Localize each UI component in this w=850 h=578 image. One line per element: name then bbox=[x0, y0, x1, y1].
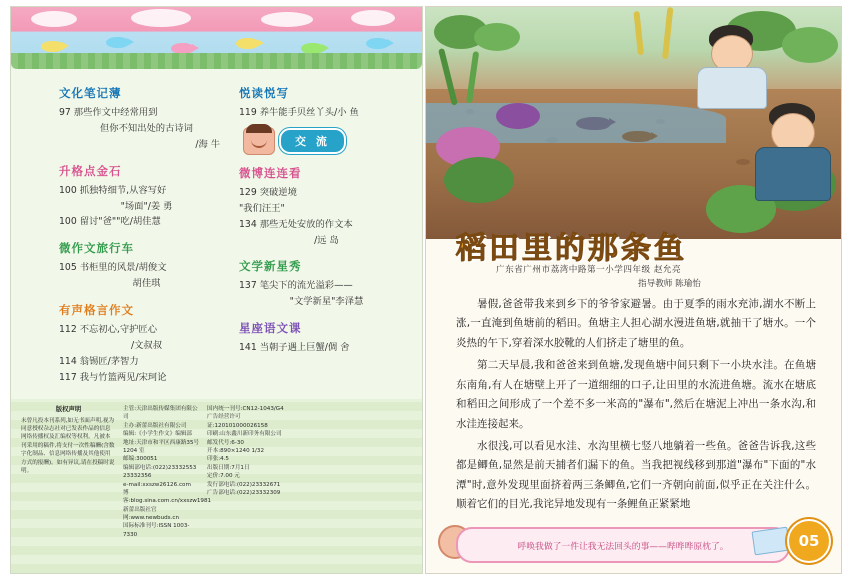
page-number-badge: 05 bbox=[787, 519, 831, 563]
footnote-text: 呼唤我做了一件让我无法回头的事——哔哗哗原枕了。 bbox=[517, 541, 729, 552]
footnote-callout bbox=[456, 527, 790, 563]
grass-divider bbox=[11, 53, 422, 69]
publisher-line: 博客:blog.sina.com.cn/xxszw1981 bbox=[123, 489, 212, 505]
cloud-shape bbox=[351, 10, 395, 26]
toc-entry[interactable]: 141 当朝子遇上巨蟹/倜 舍 bbox=[239, 342, 350, 354]
article-teacher: 指导教师 陈瑜怡 bbox=[638, 279, 701, 289]
registration-line: 国内统一刊号:CN12-1043/G4 bbox=[207, 406, 284, 412]
publisher-line: 主管:天津出版传媒集团有限公司 bbox=[123, 406, 198, 421]
registration-line: 发行部电话:(022)23332671 bbox=[207, 481, 281, 488]
toc-entry[interactable]: 112 不忘初心,守护匠心 bbox=[59, 324, 158, 335]
article-paragraph: 水很浅,可以看见水洼、水沟里横七竖八地躺着一些鱼。爸爸告诉我,这些都是鲫鱼,显然是前天捕者们漏下的鱼。当我把视线移到那道"瀑布"下面的"水潭"时,意外发现里面挤着两三条鲫鱼,它们一齐朝向前面,似乎正在关注什么。顺着它们的目光,我诧异地发现有一条鲤鱼正紧紧地 bbox=[456, 439, 816, 511]
rice-stalk bbox=[662, 7, 673, 59]
registration-line: 印刷:山东鑫川新印务有限公司 bbox=[207, 431, 282, 438]
toc-entry-line2: "场面"/姜 勇 bbox=[120, 200, 173, 212]
toc-entry[interactable]: "我们汪王" bbox=[239, 202, 285, 214]
toc-section-title: 升格点金石 bbox=[59, 163, 122, 178]
fish-icon bbox=[41, 41, 63, 52]
copyright-text: 未曾凡投本刊系列,如无书面声明,视为同意授权杂志社对已发表作品的信息网络传播权及汇编权等权利。凡被本刊采用的稿件,将支付一次性稿酬(含数字化制品、信息网络传播及其他使用方式的报酬)。如有异议,请在投稿时说明。 bbox=[21, 417, 115, 474]
toc-entry-line2: 胡佳琪 bbox=[132, 278, 161, 290]
registration-line: 广告部电话:(022)23332309 bbox=[207, 489, 281, 496]
colophon-block bbox=[11, 399, 422, 573]
shirt-shape bbox=[755, 147, 831, 201]
exchange-badge-label: 交 流 bbox=[279, 128, 346, 154]
publisher-line: 编辑:《小学生作文》编辑部 bbox=[123, 431, 193, 438]
toc-section-title: 有声格言作文 bbox=[59, 303, 134, 317]
toc-entry[interactable]: 134 那些无处安放的作文本 bbox=[239, 218, 353, 230]
mascot-face-icon bbox=[243, 127, 275, 155]
bush-shape bbox=[444, 157, 514, 203]
toc-column-left bbox=[59, 75, 234, 387]
registration-line: 定价:7.00 元 bbox=[207, 473, 240, 480]
publisher-line: e-mail:xxszw26126.com bbox=[123, 481, 191, 488]
fish-icon bbox=[106, 37, 128, 48]
flower-cluster bbox=[496, 103, 540, 129]
fish-icon bbox=[366, 38, 388, 49]
fish-illustration bbox=[576, 117, 610, 130]
publisher-line: 新蕾出版社官网:www.newbuds.cn bbox=[123, 506, 179, 522]
publisher-line: 国际标准刊号:ISSN 1003-7330 bbox=[123, 523, 190, 538]
fish-icon bbox=[236, 38, 258, 49]
article-byline: 广东省广州市荔湾中路第一小学四年级 赵允亮 bbox=[496, 265, 682, 275]
toc-section-title: 微博连连看 bbox=[239, 165, 302, 180]
boy-character-lower bbox=[753, 103, 841, 223]
left-page bbox=[10, 6, 423, 574]
toc-section-title: 微作文旅行车 bbox=[59, 241, 134, 256]
publisher-line: 主办:新蕾出版社有限公司 bbox=[123, 422, 187, 429]
toc-column-right bbox=[239, 75, 414, 357]
toc-entry[interactable]: 137 笔尖下的流光溢彩—— bbox=[239, 280, 353, 292]
bush-shape bbox=[782, 27, 838, 63]
registration-info bbox=[207, 405, 295, 497]
toc-entry[interactable]: 97 那些作文中经常用到 bbox=[59, 107, 158, 118]
cloud-shape bbox=[31, 11, 77, 27]
fish-illustration bbox=[622, 131, 652, 142]
book-icon bbox=[752, 527, 791, 556]
article-paragraph: 第二天早晨,我和爸爸来到鱼塘,发现鱼塘中间只剩下一小块水洼。在鱼塘东南角,有人在塘壁上开了一道细细的口子,让田里的水流进鱼塘。流水在塘底和稻田之间形成了一个差不多一米高的"瀑布",然后在塘泥上冲出一条水沟,和水洼连接起来。 bbox=[456, 359, 816, 430]
copyright-heading: 版权声明 bbox=[55, 405, 82, 413]
publisher-line: 地址:天津市和平区西康路35号 bbox=[123, 439, 200, 446]
toc-entry-line2: "文学新星"李泽慧 bbox=[289, 296, 364, 308]
toc-section-title: 悦读悦写 bbox=[239, 86, 289, 100]
toc-entry[interactable]: 117 我与竹篮两见/宋珂论 bbox=[59, 371, 167, 383]
copyright-notice bbox=[21, 405, 116, 475]
registration-line: 开本:890×1240 1/32 bbox=[207, 447, 265, 454]
toc-entry-line2: /文叔叔 bbox=[130, 339, 163, 351]
article-body bbox=[456, 295, 816, 518]
toc-entry[interactable]: 100 留讨"爸""吃/胡佳慧 bbox=[59, 216, 161, 228]
toc-section-title: 星座语文课 bbox=[239, 321, 302, 336]
toc-section-title: 文学新星秀 bbox=[239, 259, 302, 274]
table-of-contents bbox=[11, 69, 422, 399]
bush-shape bbox=[474, 23, 520, 51]
toc-entry[interactable]: 129 突破逆境 bbox=[239, 186, 297, 198]
cloud-shape bbox=[261, 12, 313, 27]
toc-entry-line2: 但你不知出处的古诗词 bbox=[100, 122, 193, 134]
exchange-badge[interactable] bbox=[243, 127, 414, 155]
toc-entry[interactable]: 119 养牛能手贝丝丫头/小 鱼 bbox=[239, 107, 359, 118]
publisher-line: 1204 室 bbox=[123, 447, 145, 454]
article-paragraph: 暑假,爸爸带我来到乡下的爷爷家避暑。由于夏季的雨水充沛,湖水不断上涨,一直淹到鱼塘前的稻田。鱼塘主人担心湖水漫进鱼塘,就抽干了塘水。一个炎热的午下,穿着深水胶靴的人们挤走了塘里的鱼。 bbox=[456, 298, 816, 349]
soil-texture bbox=[736, 159, 750, 165]
article-title: 稻田里的那条鱼 bbox=[456, 231, 687, 266]
toc-entry[interactable]: 100 抓独特细节,从容写好 bbox=[59, 184, 167, 196]
toc-entry-author: /海 牛 bbox=[195, 138, 220, 150]
registration-line: 广告经营许可证:120101000026158 bbox=[207, 414, 268, 429]
registration-line: 印张:4.5 bbox=[207, 456, 229, 463]
rice-stalk bbox=[633, 11, 644, 55]
cloud-shape bbox=[131, 9, 191, 27]
right-page bbox=[425, 6, 842, 574]
registration-line: 出版日期:7月1日 bbox=[207, 464, 250, 471]
publisher-line: 编辑部电话:(022)23332553 bbox=[123, 464, 197, 471]
publisher-info bbox=[123, 405, 212, 539]
toc-entry-line2: /远 岛 bbox=[314, 234, 339, 246]
publisher-line: 邮编:300051 bbox=[123, 456, 158, 463]
publisher-line: 23332356 bbox=[123, 473, 152, 480]
toc-entry[interactable]: 114 翁锡匠/茅智力 bbox=[59, 355, 139, 367]
toc-entry[interactable]: 105 书柜里的风景/胡俊文 bbox=[59, 262, 167, 274]
article-illustration bbox=[426, 7, 841, 239]
registration-line: 邮发代号:6-30 bbox=[207, 439, 244, 446]
toc-section-title: 文化笔记薄 bbox=[59, 86, 122, 100]
